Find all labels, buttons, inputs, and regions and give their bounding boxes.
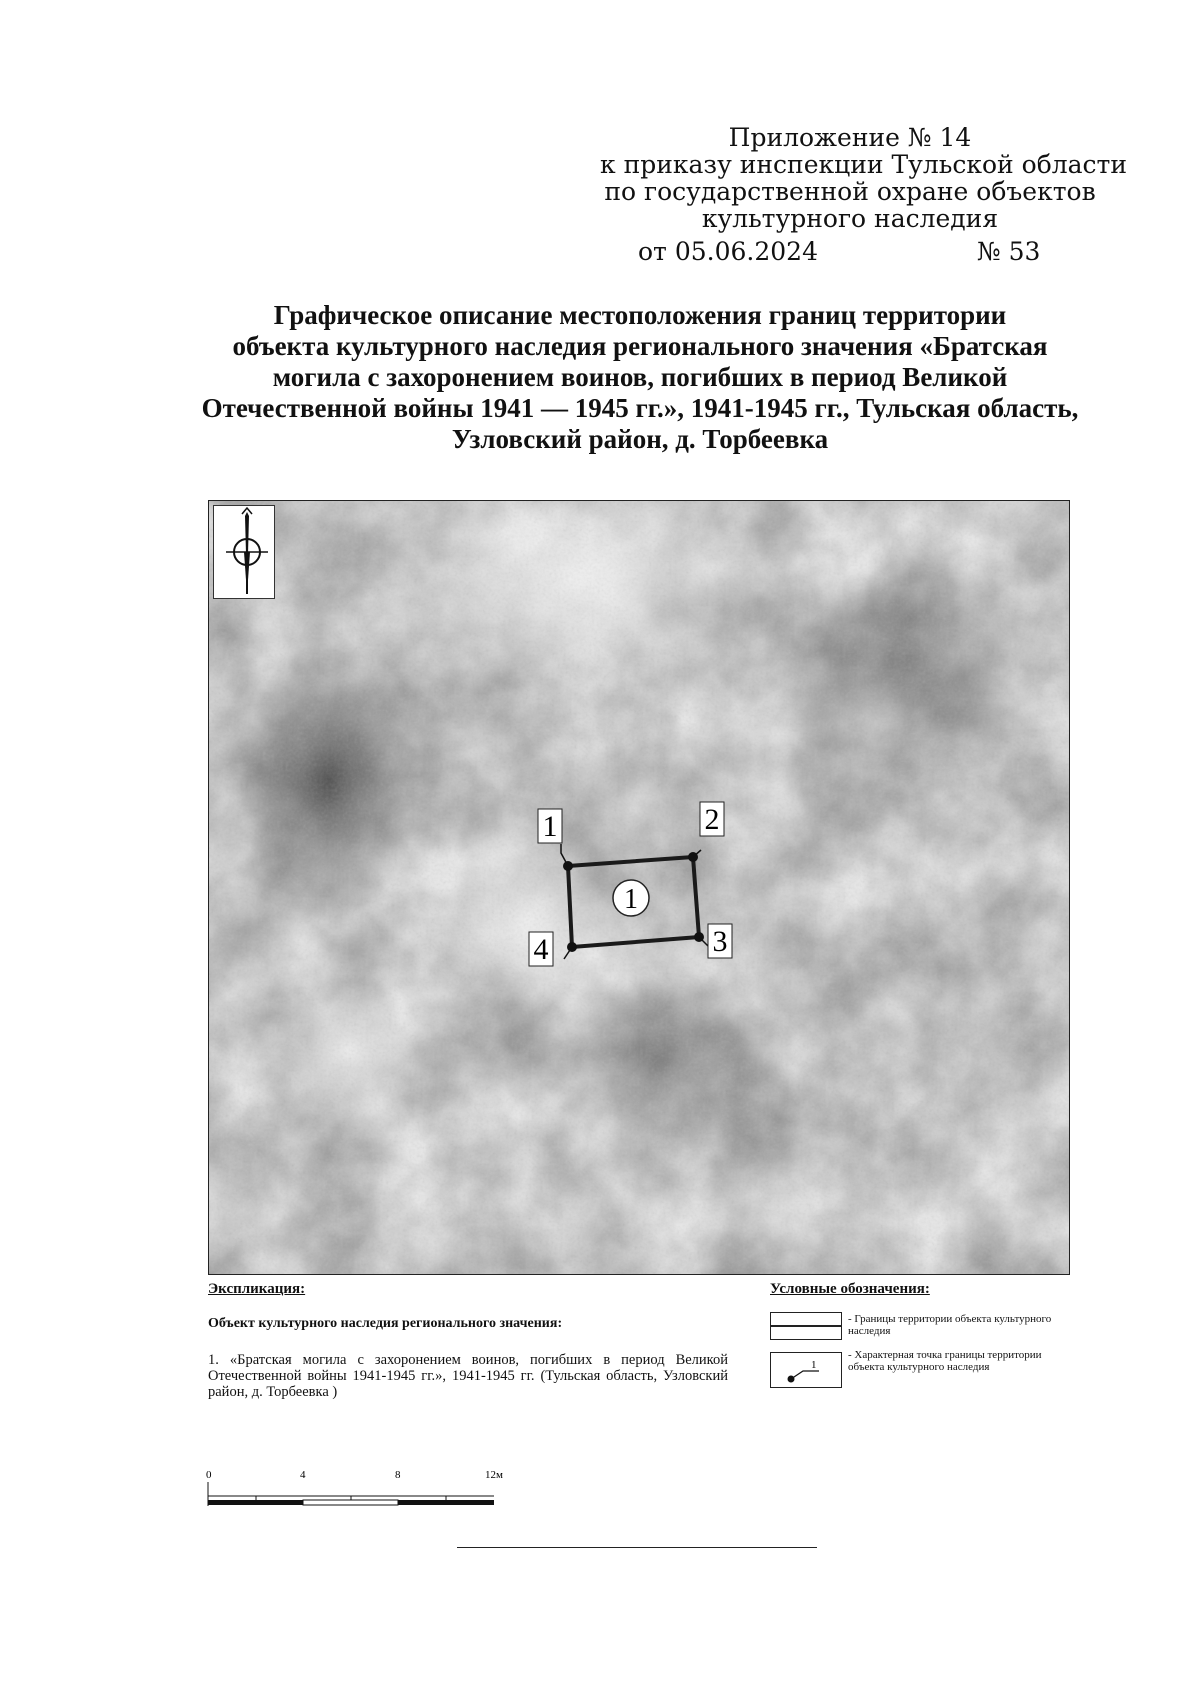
scale-tick-8: 8 [395,1469,401,1481]
title-line-2: объекта культурного наследия регионального значения «Братская [232,331,1048,361]
title-line-4: Отечественной войны 1941 — 1945 гг.», 1941-1945 гг., Тульская область, [201,393,1079,423]
footer-rule [457,1547,817,1548]
scale-bar-graphic [204,1464,504,1516]
explication-title: Экспликация: [208,1281,306,1297]
appendix-order-ref-3: культурного наследия [701,204,999,233]
appendix-order-ref: к приказу инспекции Тульской области [600,150,1128,179]
object-number: 1 [624,884,638,915]
map-canvas [209,501,1069,1274]
north-arrow-box [213,505,275,599]
legend-point-icon [771,1353,841,1387]
title-line-5: Узловский район, д. Торбеевка [451,424,829,454]
legend-point-symbol [770,1352,842,1388]
north-arrow-icon [214,506,274,598]
legend-point-text: - Характерная точка границы территории объекта культурного наследия [848,1349,1042,1373]
legend-title: Условные обозначения: [770,1281,930,1297]
scale-tick-12: 12м [485,1469,503,1481]
legend-boundary-symbol [770,1312,842,1340]
scale-tick-0: 0 [206,1469,212,1481]
scale-bar [204,1464,504,1520]
scale-tick-4: 4 [300,1469,306,1481]
order-number: № 53 [977,237,1041,266]
title-line-3: могила с захоронением воинов, погибших в период Великой [272,362,1008,392]
explication-subtitle: Объект культурного наследия регионального значения: [208,1316,563,1331]
order-date: от 05.06.2024 [638,237,818,266]
appendix-number: Приложение № 14 [728,123,972,152]
title-line-1: Графическое описание местоположения границ территории [273,300,1007,330]
legend-boundary-line [771,1325,841,1327]
point-label-3: 3 [712,925,728,958]
appendix-header [600,123,1128,233]
point-label-2: 2 [704,803,720,836]
point-label-4: 4 [533,933,549,966]
legend-point-label: 1 [811,1359,817,1371]
document-title [160,300,1120,455]
legend-boundary-text: - Границы территории объекта культурного наследия [848,1313,1052,1337]
point-label-1: 1 [542,810,558,843]
explication-item: 1. «Братская могила с захоронением воинов, погибших в период Великой Отечественной войны 1941-1945 гг.», 1941-1945 гг. (Тульская область, Узловский район, д. Торбеевка ) [208,1352,728,1400]
appendix-order-ref-2: по государственной охране объектов [604,177,1096,206]
map-frame [208,500,1070,1275]
